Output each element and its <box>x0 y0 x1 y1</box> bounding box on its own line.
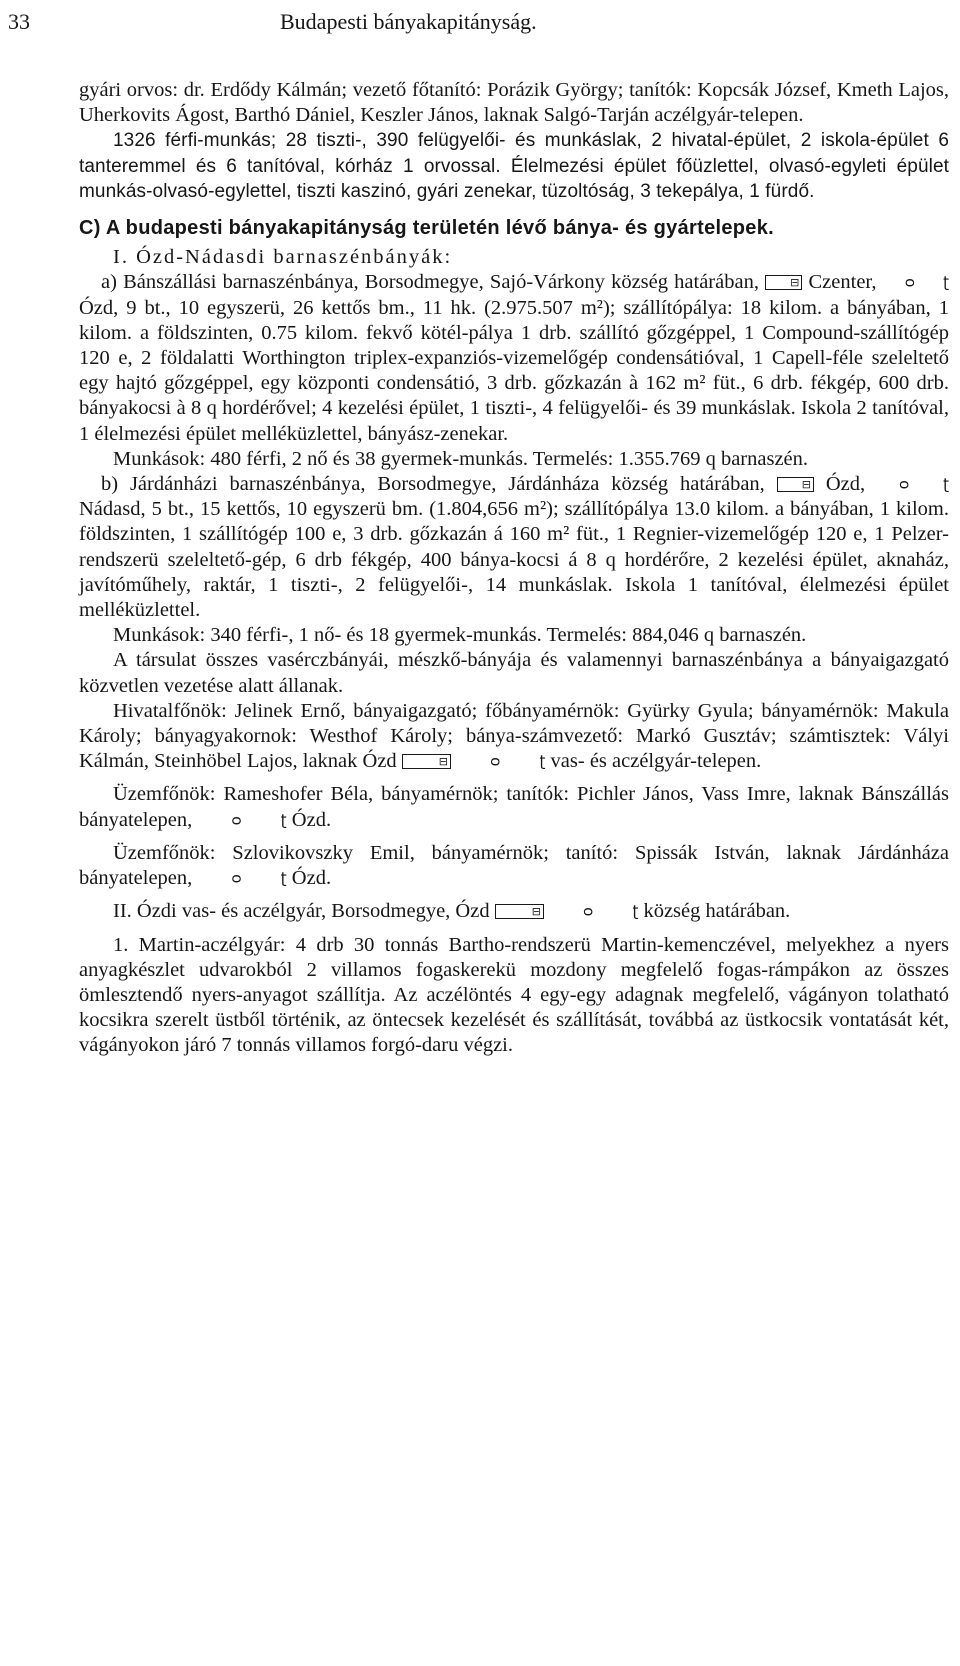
hivatal-end: vas- és aczélgyár-telepen. <box>550 750 762 773</box>
paragraph-uzemfonok-2 <box>79 841 949 891</box>
subsection-ii <box>79 899 949 924</box>
paragraph-martin-steelworks: 1. Martin-aczélgyár: 4 drb 30 tonnás Bartho-rendszerü Martin-kemenczével, melyekhez a nyers anyagkészlet udvarokból 2 villamos fogaskerekü mozdony megfelelő fogas-rámpákon az összes ömlesztendő nyers-anyagot szállítja. Az aczélöntés 4 egy-egy adagnak megfelelő, vágányon tolatható kocsikra szerelt üstből történik, az öntecsek kezelését és szállítását, továbbá az üstkocsik vontatását két, vágányokon járó 7 tonnás villamos forgó-daru végzi. <box>79 933 949 1057</box>
page-number: 33 <box>8 9 30 34</box>
subsection-title-i: I. Ózd-Nádasdi barnaszénbányák: <box>113 246 453 269</box>
post-office-icon: ᴑ <box>231 869 242 888</box>
page-body <box>79 78 949 1059</box>
paragraph-jardanhaza-workers: Munkások: 340 férfi-, 1 nő- és 18 gyermek-munkás. Termelés: 884,046 q barnaszén. <box>113 624 807 647</box>
railway-station-icon: ⊟ <box>402 754 451 769</box>
telegraph-icon: ʈ <box>539 752 546 771</box>
paragraph-hivatal <box>79 699 949 775</box>
jardanhaza-mid1: Ózd, <box>825 473 866 496</box>
telegraph-icon: ʈ <box>280 810 287 829</box>
railway-station-icon: ⊟ <box>495 904 544 919</box>
paragraph-jardanhaza <box>79 472 949 623</box>
post-office-icon: ᴑ <box>583 902 594 921</box>
railway-station-icon: ⊟ <box>765 275 802 290</box>
telegraph-icon: ʈ <box>632 902 639 921</box>
post-office-icon: ᴑ <box>904 273 915 292</box>
post-office-icon: ᴑ <box>490 752 501 771</box>
uzemfonok-2-text: Üzemfőnök: Szlovikovszky Emil, bányamérnök; tanító: Spissák István, laknak Járdánháza bányatelepen, <box>79 841 949 890</box>
post-office-icon: ᴑ <box>231 810 242 829</box>
paragraph-banszallas-workers: Munkások: 480 férfi, 2 nő és 38 gyermek-munkás. Termelés: 1.355.769 q barnaszén. <box>113 447 809 470</box>
telegraph-icon: ʈ <box>943 475 950 494</box>
post-office-icon: ᴑ <box>898 475 910 494</box>
subsection-ii-head: II. Ózdi vas- és aczélgyár, Borsodmegye, Ózd <box>113 900 490 923</box>
railway-station-icon: ⊟ <box>777 477 814 492</box>
paragraph-tarsulat: A társulat összes vasérczbányái, mészkő-bányája és valamennyi barnaszénbánya a bányaigazgató közvetlen vezetése alatt állanak. <box>79 649 949 697</box>
jardanhaza-details: Nádasd, 5 bt., 15 kettős, 10 egyszerü bm. (1.804,656 m²); szállítópálya 13.0 kilom. a bányában, 1 kilom. földszinten, 1 szállítógép 100 e, 3 drb. gőzkazán á 160 m² füt., 1 Regnier-vizemelőgép 120 e, 1 Pelzer-rendszerü szeleltető-gép, 6 drb fékgép, 400 bánya-kocsi á 8 q hordérőre, 2 kezelési épület, aknaház, javítóműhely, raktár, 1 tiszti-, 2 felügyelői-, 14 munkáslak. Iskola 1 tanítóval, élelmezési épület melléküzlettel. <box>79 498 949 622</box>
telegraph-icon: ʈ <box>943 273 950 292</box>
banszallas-details: Ózd, 9 bt., 10 egyszerü, 26 kettős bm., 11 hk. (2.975.507 m²); szállítópálya: 18 kilom. a bányában, 1 kilom. a földszinten, 0.75 kilom. fekvő kötél-pálya 1 drb. szállító gőzgéppel, 1 Compound-szállítógép 120 e, 2 földalatti Worthington triplex-expanziós-vizemelőgép condensátióval, 1 Capell-féle szeleltető egy hajtó gőzgéppel, egy központi condensátió, 3 drb. gőzkazán à 162 m² füt., 6 drb. fékgép, 600 drb. bányakocsi à 8 q hordérővel; 4 kezelési épület, 1 tiszti-, 4 felügyelői- és 39 munkáslak. Iskola 2 tanítóval, 1 élelmezési épület melléküzlettel, bányász-zenekar. <box>79 296 949 445</box>
paragraph-uzemfonok-1 <box>79 782 949 832</box>
section-heading-c: C) A budapesti bányakapitányság területén lévő bánya- és gyártelepek. <box>79 217 774 240</box>
telegraph-icon: ʈ <box>280 869 287 888</box>
hivatal-text: Hivatalfőnök: Jelinek Ernő, bányaigazgató; főbányamérnök: Gyürky Gyula; bányamérnök: Makula Károly; bányagyakornok: Westhof Károly; bánya-számvezető: Markó Gusztáv; számtisztek: Vályi Kálmán, Steinhöbel Lajos, laknak Ózd <box>79 699 949 773</box>
paragraph-workers-housing: 1326 férfi-munkás; 28 tiszti-, 390 felügyelői- és munkáslak, 2 hivatal-épület, 2 iskola-épület 6 tanteremmel és 6 tanítóval, kórház 1 orvossal. Élelmezési épület főüzlettel, olvasó-egyleti épület munkás-olvasó-egylettel, tiszti kaszinó, gyári zenekar, tüzoltóság, 3 tekepálya, 1 fürdő. <box>79 130 949 202</box>
running-title: Budapesti bányakapitányság. <box>280 9 537 34</box>
subsection-ii-end: község határában. <box>643 900 791 923</box>
paragraph-banszallas <box>79 270 949 446</box>
running-head <box>8 4 952 40</box>
jardanhaza-head: b) Járdánházi barnaszénbánya, Borsodmegye, Járdánháza község határában, <box>101 473 765 496</box>
banszallas-head: a) Bánszállási barnaszénbánya, Borsodmegye, Sajó-Várkony község határában, <box>101 271 759 294</box>
uzemfonok-1-text: Üzemfőnök: Rameshofer Béla, bányamérnök; tanítók: Pichler János, Vass Imre, laknak Bánszállás bányatelepen, <box>79 783 949 831</box>
banszallas-mid1: Czenter, <box>808 271 877 294</box>
uzemfonok-1-end: Ózd. <box>291 808 332 831</box>
paragraph-staff: gyári orvos: dr. Erdődy Kálmán; vezető főtanító: Porázik György; tanítók: Kopcsák József, Kmeth Lajos, Uherkovits Ágost, Barthó Dániel, Keszler János, laknak Salgó-Tarján aczélgyár-telepen. <box>79 79 949 127</box>
uzemfonok-2-end: Ózd. <box>291 867 332 890</box>
